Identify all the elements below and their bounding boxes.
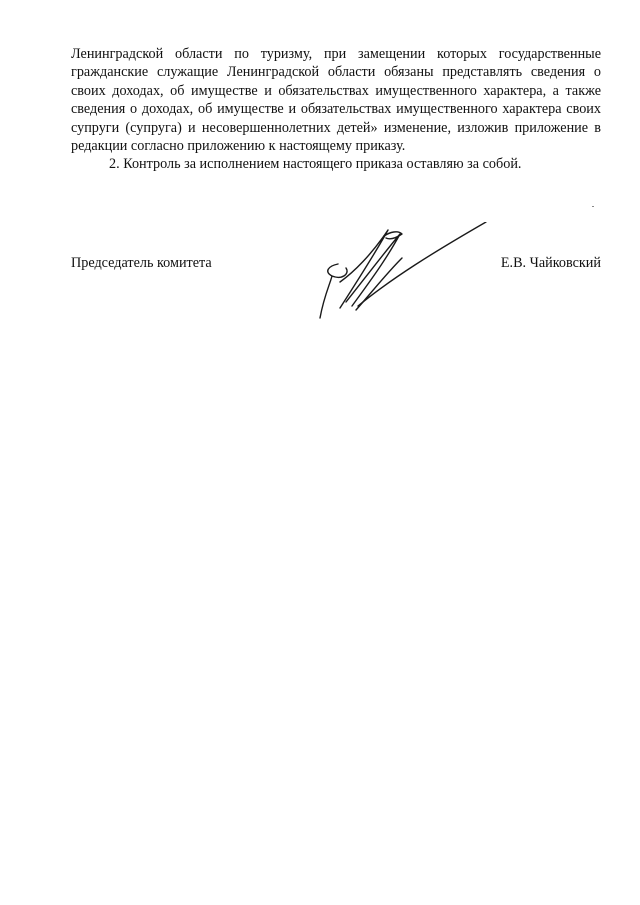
signer-title: Председатель комитета xyxy=(71,255,212,271)
scan-speck xyxy=(592,206,594,207)
signature-block xyxy=(71,254,601,334)
document-body xyxy=(71,45,601,174)
signer-name: Е.В. Чайковский xyxy=(500,255,601,271)
paragraph-1: Ленинградской области по туризму, при замещении которых государственные гражданские служащие Ленинградской области обязаны представлять сведения о своих доходах, об имуществе и обязательствах имущественного характера, а также сведения о доходах, об имуществе и обязательствах имущественного характера своих супруги (супруга) и несовершеннолетних детей» изменение, изложив приложение в редакции согласно приложению к настоящему приказу. xyxy=(71,46,601,155)
paragraph-2: 2. Контроль за исполнением настоящего приказа оставляю за собой. xyxy=(109,156,522,173)
handwritten-signature xyxy=(316,222,496,322)
